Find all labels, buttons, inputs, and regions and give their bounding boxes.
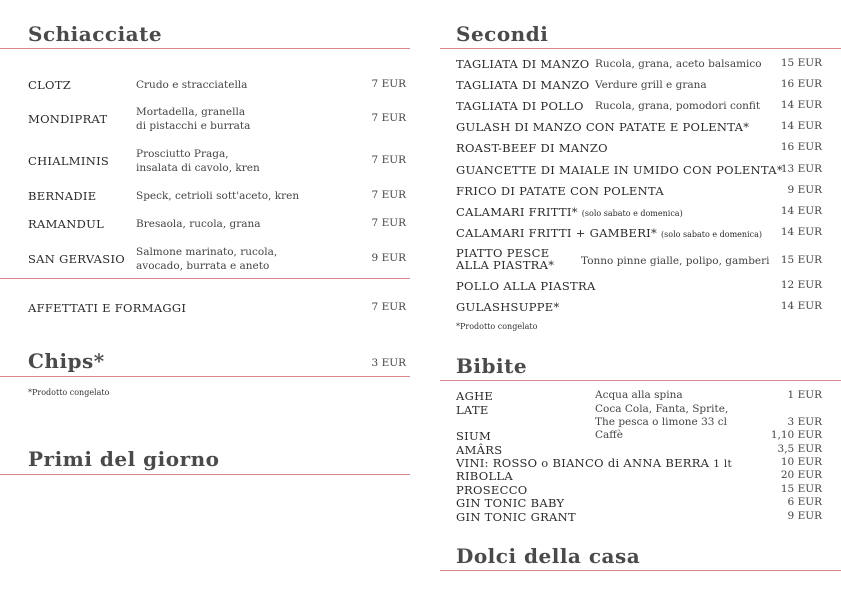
item-price: 9 EUR [787, 184, 822, 196]
item-name: GUANCETTE DI MAIALE IN UMIDO CON POLENTA* [456, 163, 783, 177]
item-name: MONDIPRAT [28, 112, 108, 126]
item-price: 7 EUR [371, 189, 406, 201]
item-desc: Crudo e stracciatella [136, 79, 248, 91]
section-title-secondi: Secondi [456, 22, 549, 46]
item-name: CHIALMINIS [28, 154, 110, 168]
item-availability-note: (solo sabato e domenica) [581, 209, 683, 218]
item-name: POLLO ALLA PIASTRA [456, 279, 596, 293]
item-price: 14 EUR [780, 120, 822, 132]
item-name: SAN GERVASIO [28, 252, 126, 266]
item-name: BERNADIE [28, 189, 97, 203]
drink-price: 1 EUR [787, 389, 822, 401]
drink-price: 9 EUR [787, 510, 822, 522]
drink-name: SIUM [456, 429, 492, 443]
item-name: GULASH DI MANZO CON PATATE E POLENTA* [456, 120, 750, 134]
item-price: 15 EUR [780, 57, 822, 69]
item-desc: Rucola, grana, pomodori confit [595, 100, 761, 112]
drink-size: 1 lt [713, 458, 733, 470]
item-price: 14 EUR [780, 300, 822, 312]
item-availability-note: (solo sabato e domenica) [661, 230, 762, 239]
drink-price: 20 EUR [780, 469, 822, 481]
drink-name: LATE [456, 403, 489, 417]
drink-name: PROSECCO [456, 483, 528, 497]
item-price: 14 EUR [780, 205, 822, 217]
drink-name [456, 456, 732, 470]
item-price: 7 EUR [371, 112, 406, 124]
item-price: 16 EUR [780, 141, 822, 153]
drink-name: RIBOLLA [456, 469, 513, 483]
item-name: FRICO DI PATATE CON POLENTA [456, 184, 664, 198]
item-name: AFFETTATI E FORMAGGI [28, 301, 187, 315]
item-price: 7 EUR [371, 78, 406, 90]
item-name [456, 205, 683, 219]
item-desc: Verdure grill e grana [595, 79, 707, 91]
drink-price: 10 EUR [780, 456, 822, 468]
section-rule [0, 376, 410, 377]
item-name-text: CALAMARI FRITTI + GAMBERI* [456, 226, 658, 240]
section-title-primi: Primi del giorno [28, 447, 220, 471]
drink-price: 6 EUR [787, 496, 822, 508]
item-name: ROAST-BEEF DI MANZO [456, 141, 608, 155]
drink-desc: Coca Cola, Fanta, Sprite, [595, 403, 729, 415]
item-price: 7 EUR [371, 217, 406, 229]
drink-price: 1,10 EUR [770, 429, 822, 441]
item-name: RAMANDUL [28, 217, 105, 231]
item-name: TAGLIATA DI POLLO [456, 99, 584, 113]
item-name-text: CALAMARI FRITTI* [456, 205, 578, 219]
item-name: TAGLIATA DI MANZO [456, 78, 590, 92]
item-desc: Speck, cetrioli sott'aceto, kren [136, 190, 300, 202]
section-title-schiacciate: Schiacciate [28, 22, 163, 46]
item-price: 15 EUR [780, 254, 822, 266]
item-price: 12 EUR [780, 279, 822, 291]
section-rule [440, 380, 841, 381]
item-price: 14 EUR [780, 226, 822, 238]
item-desc: Salmone marinato, rucola, avocado, burrata e aneto [136, 246, 278, 272]
frozen-note: *Prodotto congelato [456, 322, 538, 331]
section-rule [0, 278, 410, 279]
item-price: 7 EUR [371, 301, 406, 313]
drink-desc: Acqua alla spina [595, 389, 683, 401]
item-price: 9 EUR [371, 252, 406, 264]
section-rule [0, 48, 410, 49]
chips-price: 3 EUR [371, 357, 406, 369]
item-name [456, 226, 762, 240]
item-price: 13 EUR [780, 163, 822, 175]
item-name: TAGLIATA DI MANZO [456, 57, 590, 71]
item-price: 7 EUR [371, 154, 406, 166]
drink-desc: The pesca o limone 33 cl [595, 416, 728, 428]
drink-price: 3,5 EUR [777, 443, 822, 455]
section-rule [440, 48, 841, 49]
item-name: GULASHSUPPE* [456, 300, 560, 314]
drink-name-text: VINI: ROSSO o BIANCO di ANNA BERRA [456, 456, 710, 470]
drink-desc: Caffè [595, 429, 623, 441]
frozen-note: *Prodotto congelato [28, 388, 110, 397]
item-price: 16 EUR [780, 78, 822, 90]
item-desc: Rucola, grana, aceto balsamico [595, 58, 762, 70]
item-name: PIATTO PESCE ALLA PIASTRA* [456, 246, 555, 272]
section-rule [440, 570, 841, 571]
section-title-chips: Chips* [28, 349, 105, 373]
item-price: 14 EUR [780, 99, 822, 111]
drink-name: AGHE [456, 389, 494, 403]
drink-name: GIN TONIC BABY [456, 496, 565, 510]
section-rule [0, 474, 410, 475]
item-desc: Tonno pinne gialle, polipo, gamberi [581, 255, 770, 267]
section-title-dolci: Dolci della casa [456, 544, 641, 568]
item-name: CLOTZ [28, 78, 72, 92]
drink-price: 15 EUR [780, 483, 822, 495]
item-desc: Bresaola, rucola, grana [136, 218, 261, 230]
item-desc: Prosciutto Praga, insalata di cavolo, kren [136, 148, 260, 174]
drink-name: GIN TONIC GRANT [456, 510, 576, 524]
section-title-bibite: Bibite [456, 354, 528, 378]
drink-price: 3 EUR [787, 416, 822, 428]
drink-name: AMÂRS [456, 443, 503, 457]
item-desc: Mortadella, granella di pistacchi e burrata [136, 106, 251, 132]
